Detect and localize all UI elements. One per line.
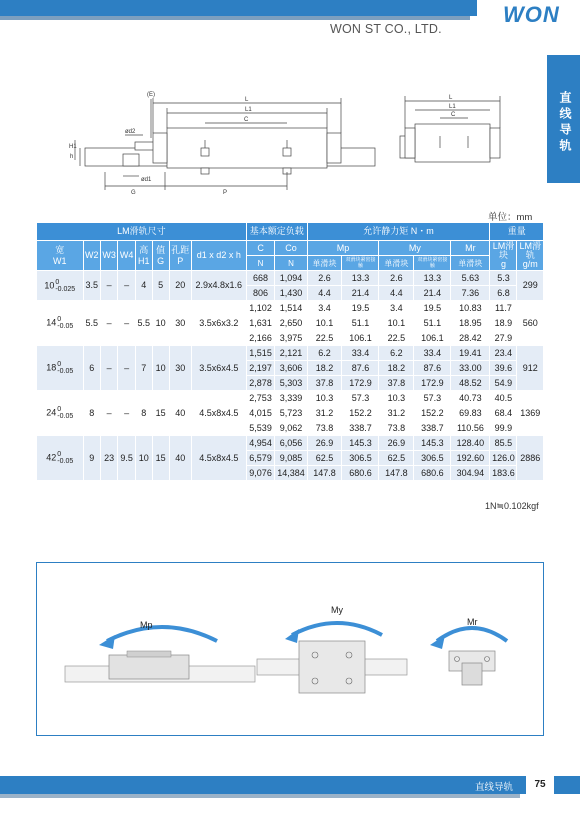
header-mr-single: 单滑块 — [451, 256, 490, 271]
rail-dimension-drawing — [55, 88, 525, 213]
cell-bolt: 2.9x4.8x1.6 — [191, 271, 246, 301]
drawing-label-e: (E) — [147, 92, 155, 98]
cell-width-value: 24 — [46, 407, 57, 418]
cell-co: 3,339 — [275, 391, 307, 406]
cell-co: 5,303 — [275, 376, 307, 391]
cell-mr: 48.52 — [451, 376, 490, 391]
cell-mr: 5.63 — [451, 271, 490, 286]
cell-c: 806 — [246, 286, 275, 301]
cell-mr: 110.56 — [451, 421, 490, 436]
section-side-tab-label: 直线导轨 — [558, 91, 572, 155]
drawing-label-p: P — [223, 190, 228, 196]
cell-p: 40 — [169, 391, 191, 436]
cell-p: 20 — [169, 271, 191, 301]
header-my: My — [379, 241, 451, 256]
drawing-label-d2: ød2 — [125, 129, 136, 135]
cell-my2: 51.1 — [414, 316, 451, 331]
header-rail-weight-unit: g/m — [522, 259, 538, 269]
cell-width — [37, 346, 84, 391]
header-my-double: 双滑块紧密接触 — [414, 256, 451, 271]
cell-co: 2,650 — [275, 316, 307, 331]
cell-mp2: 680.6 — [342, 466, 379, 481]
cell-c: 1,515 — [246, 346, 275, 361]
cell-bw: 126.0 — [490, 451, 517, 466]
header-p-sub: P — [177, 255, 184, 266]
mp-arrow — [107, 627, 217, 641]
drawing-label-l: L — [245, 97, 249, 103]
cell-mp1: 22.5 — [307, 331, 342, 346]
drawing-label-c: C — [244, 117, 249, 123]
mr-rail — [462, 663, 482, 685]
cell-w3: – — [100, 271, 117, 301]
cell-w3: – — [100, 391, 117, 436]
cell-mp1: 6.2 — [307, 346, 342, 361]
cell-mr: 33.00 — [451, 361, 490, 376]
cell-rail-weight: 299 — [517, 271, 544, 301]
drawing-label-g: G — [131, 190, 136, 196]
cell-my1: 147.8 — [379, 466, 414, 481]
cell-c: 6,579 — [246, 451, 275, 466]
cell-c: 1,102 — [246, 301, 275, 316]
header-co-unit: N — [275, 256, 307, 271]
cell-mp2: 33.4 — [342, 346, 379, 361]
cell-bolt: 3.5x6x3.2 — [191, 301, 246, 346]
cell-bw: 5.3 — [490, 271, 517, 286]
cell-my2: 21.4 — [414, 286, 451, 301]
cell-mp2: 145.3 — [342, 436, 379, 451]
cell-w4: 9.5 — [118, 436, 135, 481]
cell-my1: 73.8 — [379, 421, 414, 436]
cell-mp1: 18.2 — [307, 361, 342, 376]
cell-w3: – — [100, 301, 117, 346]
drawing-label-h: h — [70, 154, 74, 160]
cell-bw: 68.4 — [490, 406, 517, 421]
section-side-tab[interactable] — [547, 55, 580, 183]
mr-label: Mr — [467, 617, 478, 627]
drawing-label-l1: L1 — [245, 107, 252, 113]
header-width-sub: W1 — [53, 255, 67, 266]
cell-width-value: 42 — [46, 452, 57, 463]
cell-my1: 18.2 — [379, 361, 414, 376]
cell-my1: 6.2 — [379, 346, 414, 361]
cell-mr: 128.40 — [451, 436, 490, 451]
cell-w4: – — [118, 391, 135, 436]
cell-w4: – — [118, 346, 135, 391]
unit-label: 单位：mm — [488, 212, 533, 223]
header-p — [169, 241, 191, 271]
cell-mp2: 172.9 — [342, 376, 379, 391]
unit-conversion-note: 1N≒0.102kgf — [485, 501, 539, 511]
cell-w2: 8 — [83, 391, 100, 436]
company-name: WON ST CO., LTD. — [330, 22, 442, 36]
cell-mr: 10.83 — [451, 301, 490, 316]
cell-mr: 19.41 — [451, 346, 490, 361]
cell-co: 2,121 — [275, 346, 307, 361]
cell-width-value: 10 — [44, 279, 55, 290]
cell-c: 668 — [246, 271, 275, 286]
cell-co: 1,430 — [275, 286, 307, 301]
my-label: My — [331, 605, 343, 615]
header-row-2 — [37, 241, 544, 256]
header-c: C — [246, 241, 275, 256]
cell-my2: 13.3 — [414, 271, 451, 286]
drawing-label-d1: ød1 — [141, 177, 152, 183]
header-g-sub: G — [157, 255, 165, 266]
cell-mp2: 19.5 — [342, 301, 379, 316]
cell-c: 2,166 — [246, 331, 275, 346]
header-rail-weight-label: LM滑轨 — [519, 241, 541, 260]
cell-c: 4,954 — [246, 436, 275, 451]
cell-width-tol-top: 0 — [57, 361, 62, 368]
cell-w2: 3.5 — [83, 271, 100, 301]
cell-width-tol-bottom: -0.05 — [57, 458, 74, 465]
moment-diagram-panel — [36, 562, 544, 736]
cell-mp1: 3.4 — [307, 301, 342, 316]
header-weight: 重量 — [490, 223, 544, 241]
cell-bw: 11.7 — [490, 301, 517, 316]
top-banner — [0, 0, 580, 20]
cell-co: 3,606 — [275, 361, 307, 376]
cell-c: 2,197 — [246, 361, 275, 376]
drawing-label-l1-right: L1 — [449, 104, 456, 110]
header-my-single: 单滑块 — [379, 256, 414, 271]
cell-my2: 338.7 — [414, 421, 451, 436]
cell-rail-weight: 2886 — [517, 436, 544, 481]
cell-mr: 7.36 — [451, 286, 490, 301]
header-width — [37, 241, 84, 271]
cell-my2: 145.3 — [414, 436, 451, 451]
cell-w2: 6 — [83, 346, 100, 391]
cell-mp1: 37.8 — [307, 376, 342, 391]
cell-width — [37, 436, 84, 481]
cell-mp2: 87.6 — [342, 361, 379, 376]
cell-h1: 8 — [135, 391, 152, 436]
header-width-label: 宽 — [55, 244, 65, 255]
cell-width — [37, 391, 84, 436]
header-block-weight — [490, 241, 517, 271]
mp-arrow-head — [99, 635, 115, 649]
cell-my1: 3.4 — [379, 301, 414, 316]
cell-my1: 62.5 — [379, 451, 414, 466]
cell-mp1: 2.6 — [307, 271, 342, 286]
cell-rail-weight: 912 — [517, 346, 544, 391]
cell-bw: 18.9 — [490, 316, 517, 331]
cell-co: 5,723 — [275, 406, 307, 421]
cell-w3: 23 — [100, 436, 117, 481]
cell-p: 30 — [169, 346, 191, 391]
cell-bolt: 3.5x6x4.5 — [191, 346, 246, 391]
header-static-moment: 允许静力矩 N・m — [307, 223, 490, 241]
header-block-weight-label: LM滑块 — [492, 241, 515, 260]
cell-p: 30 — [169, 301, 191, 346]
cell-mr: 28.42 — [451, 331, 490, 346]
cell-bolt: 4.5x8x4.5 — [191, 391, 246, 436]
cell-h1: 7 — [135, 346, 152, 391]
cell-c: 2,878 — [246, 376, 275, 391]
cell-my1: 37.8 — [379, 376, 414, 391]
header-w4: W4 — [118, 241, 135, 271]
cell-mp2: 152.2 — [342, 406, 379, 421]
my-arrow-head — [285, 629, 299, 643]
table-row — [37, 271, 544, 286]
cell-c: 5,539 — [246, 421, 275, 436]
header-mp-double: 双滑块紧密接触 — [342, 256, 379, 271]
header-block-weight-unit: g — [500, 259, 506, 269]
header-co: Co — [275, 241, 307, 256]
cell-my2: 172.9 — [414, 376, 451, 391]
mr-arrow — [437, 628, 507, 641]
cell-my2: 57.3 — [414, 391, 451, 406]
cell-w4: – — [118, 301, 135, 346]
header-mp: Mp — [307, 241, 379, 256]
cell-co: 9,062 — [275, 421, 307, 436]
header-row-1 — [37, 223, 544, 241]
cell-width-tol-top: 0 — [57, 316, 62, 323]
top-banner-gray-bar — [0, 16, 470, 20]
cell-bw: 99.9 — [490, 421, 517, 436]
drawing-label-h1: H1 — [69, 144, 77, 150]
cell-g: 10 — [152, 301, 169, 346]
cell-mp1: 62.5 — [307, 451, 342, 466]
cell-my1: 10.3 — [379, 391, 414, 406]
cell-mp2: 51.1 — [342, 316, 379, 331]
cell-w2: 9 — [83, 436, 100, 481]
table-row — [37, 301, 544, 316]
cell-p: 40 — [169, 436, 191, 481]
cell-width — [37, 301, 84, 346]
cell-width-tol-bottom: -0.05 — [57, 413, 74, 420]
cell-my2: 106.1 — [414, 331, 451, 346]
cell-width-value: 18 — [46, 362, 57, 373]
header-height — [135, 241, 152, 271]
mp-block — [109, 655, 189, 679]
cell-my1: 22.5 — [379, 331, 414, 346]
cell-w2: 5.5 — [83, 301, 100, 346]
header-w2: W2 — [83, 241, 100, 271]
cell-my2: 306.5 — [414, 451, 451, 466]
header-mr: Mr — [451, 241, 490, 256]
my-diagram — [257, 605, 407, 693]
header-mp-single: 单滑块 — [307, 256, 342, 271]
cell-width-tol-top: 0 — [57, 406, 62, 413]
cell-my1: 10.1 — [379, 316, 414, 331]
cell-c: 2,753 — [246, 391, 275, 406]
cell-co: 9,085 — [275, 451, 307, 466]
cell-co: 1,514 — [275, 301, 307, 316]
table-row — [37, 436, 544, 451]
header-p-top: 孔距 — [171, 244, 190, 255]
header-w3: W3 — [100, 241, 117, 271]
cell-width-tol-bottom: -0.05 — [57, 323, 74, 330]
moment-diagrams — [37, 563, 543, 735]
cell-width-value: 14 — [46, 317, 57, 328]
header-rail-weight — [517, 241, 544, 271]
header-height-sub: H1 — [138, 255, 150, 266]
cell-mp2: 338.7 — [342, 421, 379, 436]
cell-my2: 152.2 — [414, 406, 451, 421]
drawing-label-l-right: L — [449, 95, 453, 101]
cell-my1: 26.9 — [379, 436, 414, 451]
cell-my1: 4.4 — [379, 286, 414, 301]
cell-mr: 40.73 — [451, 391, 490, 406]
cell-g: 15 — [152, 436, 169, 481]
cell-bw: 85.5 — [490, 436, 517, 451]
cell-co: 14,384 — [275, 466, 307, 481]
cell-mp2: 57.3 — [342, 391, 379, 406]
cell-h1: 5.5 — [135, 301, 152, 346]
cell-bw: 39.6 — [490, 361, 517, 376]
footer-section-label: 直线导轨 — [475, 782, 514, 793]
cell-w3: – — [100, 346, 117, 391]
header-c-unit: N — [246, 256, 275, 271]
cell-mp2: 106.1 — [342, 331, 379, 346]
table-body — [37, 271, 544, 481]
cell-width — [37, 271, 84, 301]
header-basic-load: 基本额定负载 — [246, 223, 307, 241]
mp-block-top — [127, 651, 171, 657]
cell-bw: 40.5 — [490, 391, 517, 406]
top-banner-blue-bar — [0, 0, 477, 16]
cell-bw: 27.9 — [490, 331, 517, 346]
header-g — [152, 241, 169, 271]
cell-mr: 18.95 — [451, 316, 490, 331]
cell-mp2: 21.4 — [342, 286, 379, 301]
header-bolt: d1 x d2 x h — [191, 241, 246, 271]
my-arrow — [292, 623, 382, 635]
cell-my2: 680.6 — [414, 466, 451, 481]
cell-h1: 10 — [135, 436, 152, 481]
cell-co: 3,975 — [275, 331, 307, 346]
header-height-label: 高 — [139, 244, 149, 255]
my-block — [299, 641, 365, 693]
cell-mp1: 10.1 — [307, 316, 342, 331]
cell-mp2: 306.5 — [342, 451, 379, 466]
cell-rail-weight: 1369 — [517, 391, 544, 436]
cell-c: 1,631 — [246, 316, 275, 331]
cell-mp1: 73.8 — [307, 421, 342, 436]
cell-mp1: 10.3 — [307, 391, 342, 406]
cell-bw: 23.4 — [490, 346, 517, 361]
brand-logo: WON — [503, 2, 560, 27]
cell-mr: 192.60 — [451, 451, 490, 466]
cell-my1: 2.6 — [379, 271, 414, 286]
cell-mr: 304.94 — [451, 466, 490, 481]
cell-c: 4,015 — [246, 406, 275, 421]
cell-width-tol-bottom: -0.05 — [57, 368, 74, 375]
cell-bw: 54.9 — [490, 376, 517, 391]
drawing-label-c-right: C — [451, 112, 456, 118]
load-rating-table — [36, 222, 544, 481]
cell-width-tol-top: 0 — [57, 451, 62, 458]
cell-my1: 31.2 — [379, 406, 414, 421]
mp-diagram — [65, 620, 255, 682]
cell-my2: 33.4 — [414, 346, 451, 361]
cell-g: 10 — [152, 346, 169, 391]
page-number: 75 — [526, 776, 554, 794]
cell-g: 15 — [152, 391, 169, 436]
cell-mp2: 13.3 — [342, 271, 379, 286]
cell-my2: 87.6 — [414, 361, 451, 376]
mp-label: Mp — [140, 620, 153, 630]
cell-rail-weight: 560 — [517, 301, 544, 346]
table-row — [37, 391, 544, 406]
cell-mp1: 4.4 — [307, 286, 342, 301]
header-g-top: 值 — [156, 244, 166, 255]
cell-my2: 19.5 — [414, 301, 451, 316]
cell-bw: 183.6 — [490, 466, 517, 481]
cell-mr: 69.83 — [451, 406, 490, 421]
cell-mp1: 147.8 — [307, 466, 342, 481]
cell-co: 1,094 — [275, 271, 307, 286]
mr-diagram — [430, 617, 507, 685]
header-rail-dims: LM滑轨尺寸 — [37, 223, 247, 241]
cell-w4: – — [118, 271, 135, 301]
cell-mp1: 26.9 — [307, 436, 342, 451]
cell-width-tol-bottom: -0.025 — [55, 285, 76, 293]
cell-mp1: 31.2 — [307, 406, 342, 421]
cell-co: 6,056 — [275, 436, 307, 451]
cell-h1: 4 — [135, 271, 152, 301]
cell-bw: 6.8 — [490, 286, 517, 301]
cell-bolt: 4.5x8x4.5 — [191, 436, 246, 481]
mr-arrow-head — [430, 635, 445, 649]
cell-c: 9,076 — [246, 466, 275, 481]
footer-gray-bar — [0, 794, 520, 798]
cell-g: 5 — [152, 271, 169, 301]
table-row — [37, 346, 544, 361]
cell-width-tol-top: 0 — [55, 278, 60, 286]
